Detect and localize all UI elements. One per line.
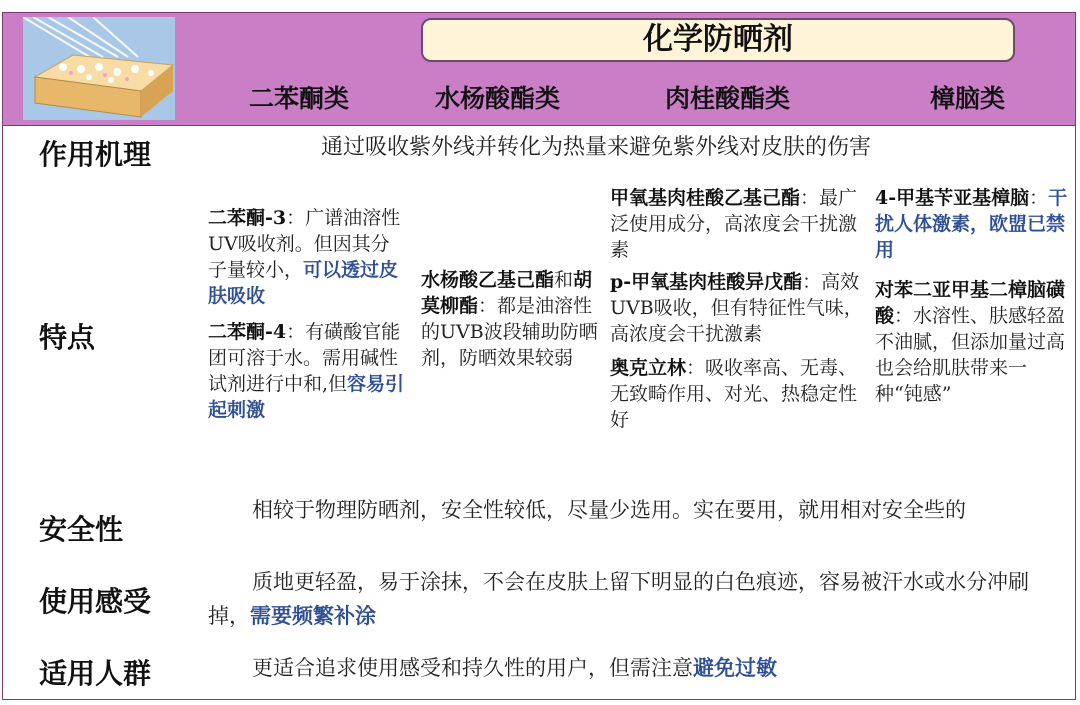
bp3-entry	[208, 205, 408, 309]
audience-highlight: 避免过敏	[693, 656, 777, 680]
mbc-warning: 干扰人体激素，欧盟已禁用	[875, 187, 1068, 261]
bp4-entry	[208, 319, 408, 423]
ethc-text: ：最广泛使用成分，高浓度会干扰激素	[610, 187, 858, 261]
audience-text: 更适合追求使用感受和持久性的用户，但需注意	[252, 656, 693, 680]
mbc-colon: ：	[1029, 187, 1049, 209]
column-header-salicylate: 水杨酸酯类	[435, 84, 561, 113]
column-header-cinnamate: 肉桂酸酯类	[665, 84, 791, 113]
bp3-name: 二苯酮-3	[208, 207, 287, 229]
salicylate-name2: 胡莫柳酯	[421, 269, 593, 317]
safety-text: 相较于物理防晒剂，安全性较低，尽量少选用。实在要用，就用相对安全些的	[252, 498, 966, 522]
bp3-text: ：广谱油溶性UV吸收剂。但因其分子量较小，	[208, 207, 401, 281]
page-title: 化学防晒剂	[421, 18, 1015, 62]
row-label-features: 特点	[39, 321, 96, 354]
cell-camphor	[875, 185, 1073, 407]
iso-text: ：高效UVB吸收，但有特征性气味，高浓度会干扰激素	[610, 271, 863, 345]
row-label-safety: 安全性	[39, 513, 124, 546]
oct-name: 奥克立林	[610, 357, 687, 379]
feel-text: 质地更轻盈，易于涂抹，不会在皮肤上留下明显的白色痕迹，容易被汗水或水分冲刷掉，	[208, 570, 1029, 628]
tdsa-name: 对苯二亚甲基二樟脑磺酸	[875, 279, 1066, 327]
salicylate-name: 水杨酸乙基己酯	[421, 269, 555, 291]
chemical-sunscreen-table	[2, 12, 1076, 700]
audience-text-block	[208, 651, 1068, 685]
mbc-name: 4-甲基苄亚基樟脑	[875, 187, 1030, 209]
bp3-warning: 可以透过皮肤吸收	[208, 259, 399, 307]
iso-name: p-甲氧基肉桂酸异戊酯	[610, 271, 803, 293]
bp4-text: ：有磺酸官能团可溶于水。需用碱性试剂进行中和,但	[208, 321, 401, 395]
tdsa-entry	[875, 277, 1073, 407]
ethc-name: 甲氧基肉桂酸乙基己酯	[610, 187, 801, 209]
salicylate-text: ：都是油溶性的UVB波段辅助防晒剂，防晒效果较弱	[421, 295, 598, 369]
mbc-entry	[875, 185, 1073, 263]
feel-text-block	[208, 565, 1068, 633]
mechanism-text: 通过吸收紫外线并转化为热量来避免紫外线对皮肤的伤害	[321, 135, 872, 160]
row-label-audience: 适用人群	[39, 657, 152, 690]
oct-text: ：吸收率高、无毒、无致畸作用、对光、热稳定性好	[610, 357, 858, 431]
table-header	[3, 13, 1075, 126]
cell-benzophenone	[208, 205, 408, 423]
cell-salicylate	[421, 267, 599, 371]
ethc-entry	[610, 185, 865, 263]
column-header-camphor: 樟脑类	[930, 84, 1006, 113]
oct-entry	[610, 355, 865, 433]
feel-highlight: 需要频繁补涂	[250, 604, 376, 628]
iso-entry	[610, 269, 865, 347]
cell-cinnamate	[610, 185, 865, 433]
column-header-benzophenone: 二苯酮类	[249, 84, 350, 113]
salicylate-joiner: 和	[554, 269, 574, 291]
row-label-mechanism: 作用机理	[39, 138, 152, 171]
bp4-name: 二苯酮-4	[208, 321, 287, 343]
row-label-feel: 使用感受	[39, 585, 152, 618]
sunscreen-skin-icon	[23, 17, 175, 120]
tdsa-text: ：水溶性、肤感轻盈不油腻，但添加量过高也会给肌肤带来一种“钝感”	[875, 305, 1066, 405]
bp4-warning: 容易引起刺激	[208, 373, 405, 421]
